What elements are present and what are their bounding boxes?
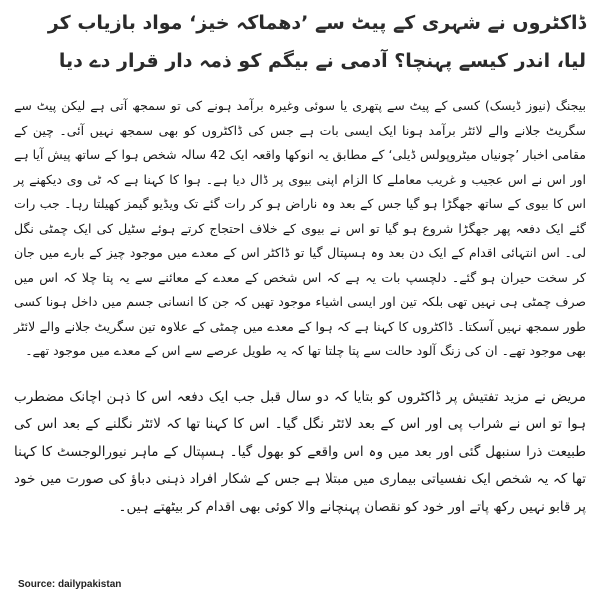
- source-credit: Source: dailypakistan: [18, 579, 122, 590]
- article-paragraph: بیجنگ (نیوز ڈیسک) کسی کے پیٹ سے پتھری یا سوئی وغیرہ برآمد ہونے کی تو سمجھ آتی ہے لیکن پیٹ سے سگریٹ جلانے والے لائٹر برآمد ہونا ایک ایسی بات ہے جس کی ڈاکٹروں کو بھی سمجھ نہیں آئی۔ چین کے مقامی اخبار ’چونیاں میٹروپولس ڈیلی‘ کے مطابق یہ انوکھا واقعہ ایک 42 سالہ شخص ہوا کے ساتھ پیش آیا ہے اور اس نے اس عجیب و غریب معاملے کا الزام اپنی بیوی پر ڈال دیا ہے۔ ہوا کا کہنا ہے کہ ٹی وی دیکھنے پر اس کا بیوی کے ساتھ جھگڑا ہو گیا جس کے بعد وہ ناراض ہو کر رات گئے تک ویڈیو گیمز کھیلتا رہا۔ جب رات گئے ایک دفعہ پھر جھگڑا شروع ہو گیا تو اس نے بیوی کے خلاف احتجاج کرتے ہوئے سٹیل کی ایک چمٹی نگل لی۔ اس انتہائی اقدام کے ایک دن بعد وہ ہسپتال گیا تو ڈاکٹر اس کے معدے میں موجود چیز کے بارے میں جان کر سخت حیران ہو گئے۔ دلچسپ بات یہ ہے کہ اس شخص کے معدے کے معائنے سے یہ پتا چلا کہ اس میں صرف چمٹی ہی نہیں تھی بلکہ تین اور ایسی اشیاء موجود تھیں کہ جن کا انسانی جسم میں داخل ہونا کسی طور سمجھ نہیں آسکتا۔ ڈاکٹروں کا کہنا ہے کہ ہوا کے معدے میں چمٹی کے علاوہ تین سگریٹ جلانے والے لائٹر بھی موجود تھے۔ ان کی زنگ آلود حالت سے پتا چلتا تھا کہ یہ طویل عرصے سے اس کے معدے میں موجود تھے۔: [14, 98, 586, 358]
- article-paragraph: مریض نے مزید تفتیش پر ڈاکٹروں کو بتایا کہ دو سال قبل جب ایک دفعہ اس کا ذہن اچانک مضطرب ہوا تو اس نے شراب پی اور اس کے بعد لائٹر نگل گیا۔ اس کا کہنا تھا کہ لائٹر نگلنے کے بعد اس کی طبیعت ذرا سنبھل گئی اور بعد میں وہ اس واقعے کو بھول گیا۔ ہسپتال کے ماہر نیورالوجسٹ کا کہنا تھا کہ یہ شخص ایک نفسیاتی بیماری میں مبتلا ہے جس کے شکار افراد ذہنی دباؤ کی صورت میں خود پر قابو نہیں رکھ پاتے اور خود کو نقصان پہنچانے والا کوئی بھی اقدام کر بیٹھتے ہیں۔: [14, 388, 586, 515]
- article-headline: ڈاکٹروں نے شہری کے پیٹ سے ’دھماکہ خیز‘ مواد بازیاب کر لیا، اندر کیسے پہنچا؟ آدمی نے بیگم کو ذمہ دار قرار دے دیا: [47, 12, 586, 72]
